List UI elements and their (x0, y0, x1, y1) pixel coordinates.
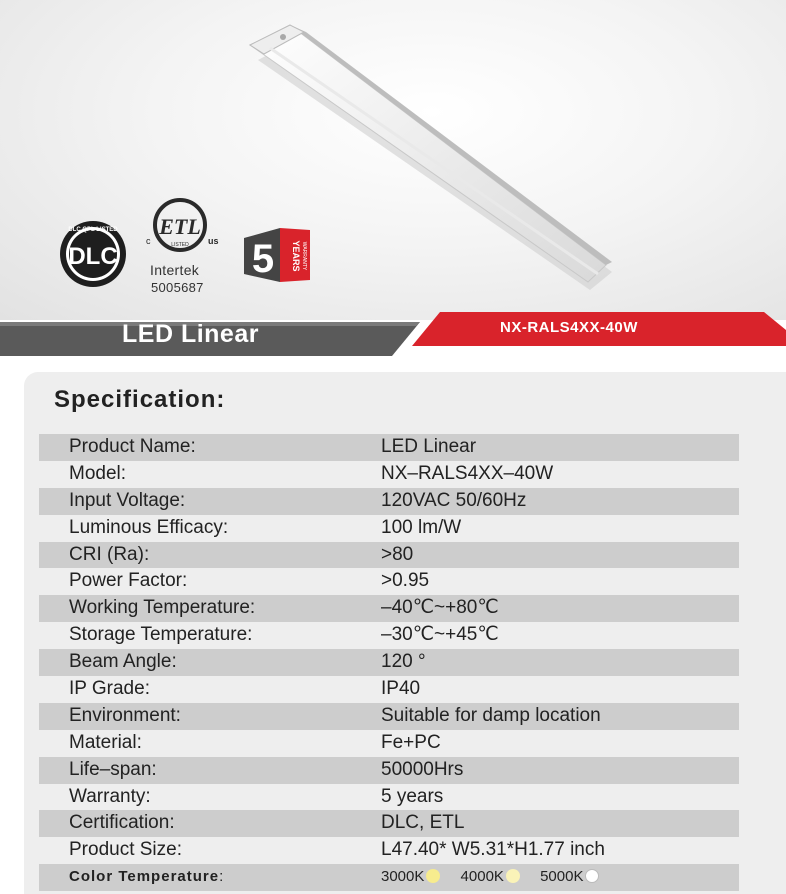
spec-row (39, 676, 739, 703)
title-banner (0, 312, 786, 358)
spec-label: Certification: (69, 812, 175, 834)
svg-text:c: c (146, 236, 151, 246)
spec-value: 120VAC 50/60Hz (381, 489, 527, 511)
spec-value: L47.40* W5.31*H1.77 inch (381, 839, 605, 861)
spec-label: Environment: (69, 704, 181, 726)
banner-product-title: LED Linear (122, 320, 259, 348)
spec-row (39, 810, 739, 837)
spec-row (39, 730, 739, 757)
spec-row (39, 837, 739, 864)
five-year-warranty-logo (244, 228, 310, 282)
svg-text:5: 5 (251, 237, 275, 281)
spec-value: Suitable for damp location (381, 704, 601, 726)
spec-table (39, 434, 739, 891)
color-temperature-row (39, 864, 739, 891)
cct-3000k-label: 3000K (381, 868, 425, 886)
svg-text:LISTED: LISTED (171, 242, 189, 248)
spec-value: 5 years (381, 785, 444, 807)
spec-row (39, 622, 739, 649)
spec-label: IP Grade: (69, 678, 150, 700)
svg-text:YEARS: YEARS (291, 240, 301, 272)
svg-text:us: us (208, 236, 219, 246)
spec-value: –40℃~+80℃ (381, 597, 499, 619)
spec-value: LED Linear (381, 436, 477, 457)
spec-value: IP40 (381, 678, 421, 700)
spec-row (39, 488, 739, 515)
spec-label: Input Voltage: (69, 489, 186, 511)
intertek-name: Intertek (150, 262, 200, 278)
color-temperature-colon: : (219, 868, 225, 886)
cct-4000k-label: 4000K (460, 868, 504, 886)
certification-badges (0, 0, 786, 320)
spec-label: Power Factor: (69, 570, 188, 592)
svg-text:DLC QPL LISTED: DLC QPL LISTED (68, 227, 118, 233)
spec-label: Working Temperature: (69, 597, 256, 619)
spec-value: Fe+PC (381, 731, 441, 753)
banner-model-code: NX-RALS4XX-40W (500, 319, 638, 336)
cct-5000k-swatch (585, 869, 599, 883)
spec-row (39, 515, 739, 542)
spec-label: Product Name: (69, 436, 196, 457)
spec-row (39, 649, 739, 676)
spec-row (39, 595, 739, 622)
spec-row (39, 784, 739, 811)
spec-label: Life–span: (69, 758, 157, 780)
etl-listed-logo (146, 200, 219, 250)
spec-label: Model: (69, 462, 127, 484)
svg-text:ETL: ETL (159, 214, 201, 239)
spec-value: –30℃~+45℃ (381, 624, 499, 646)
spec-value: 50000Hrs (381, 758, 464, 780)
spec-label: Material: (69, 731, 142, 753)
spec-label: CRI (Ra): (69, 543, 150, 565)
spec-row (39, 542, 739, 569)
spec-value: 100 lm/W (381, 516, 462, 538)
color-temperature-label-text: Color Temperature (69, 868, 220, 886)
spec-row (39, 703, 739, 730)
spec-label: Luminous Efficacy: (69, 516, 229, 538)
spec-label: Warranty: (69, 785, 151, 807)
cct-4000k-swatch (506, 869, 520, 883)
spec-row (39, 461, 739, 488)
spec-row (39, 757, 739, 784)
dlc-qpl-logo (60, 221, 126, 287)
spec-row (39, 568, 739, 595)
spec-value: NX–RALS4XX–40W (381, 462, 554, 484)
spec-value: DLC, ETL (381, 812, 465, 834)
intertek-number: 5005687 (151, 280, 204, 295)
color-temperature-options (381, 864, 615, 891)
spec-row (39, 434, 739, 461)
cct-3000k-swatch (426, 869, 440, 883)
spec-title: Specification: (54, 386, 226, 413)
spec-label: Beam Angle: (69, 651, 177, 673)
cct-5000k-label: 5000K (540, 868, 584, 886)
spec-label: Storage Temperature: (69, 624, 253, 646)
spec-value: 120 ° (381, 651, 426, 673)
spec-label: Product Size: (69, 839, 182, 861)
svg-text:DLC: DLC (68, 243, 118, 270)
color-temperature-label (69, 864, 224, 891)
spec-value: >80 (381, 543, 414, 565)
spec-value: >0.95 (381, 570, 430, 592)
svg-text:WARRANTY: WARRANTY (301, 241, 307, 271)
